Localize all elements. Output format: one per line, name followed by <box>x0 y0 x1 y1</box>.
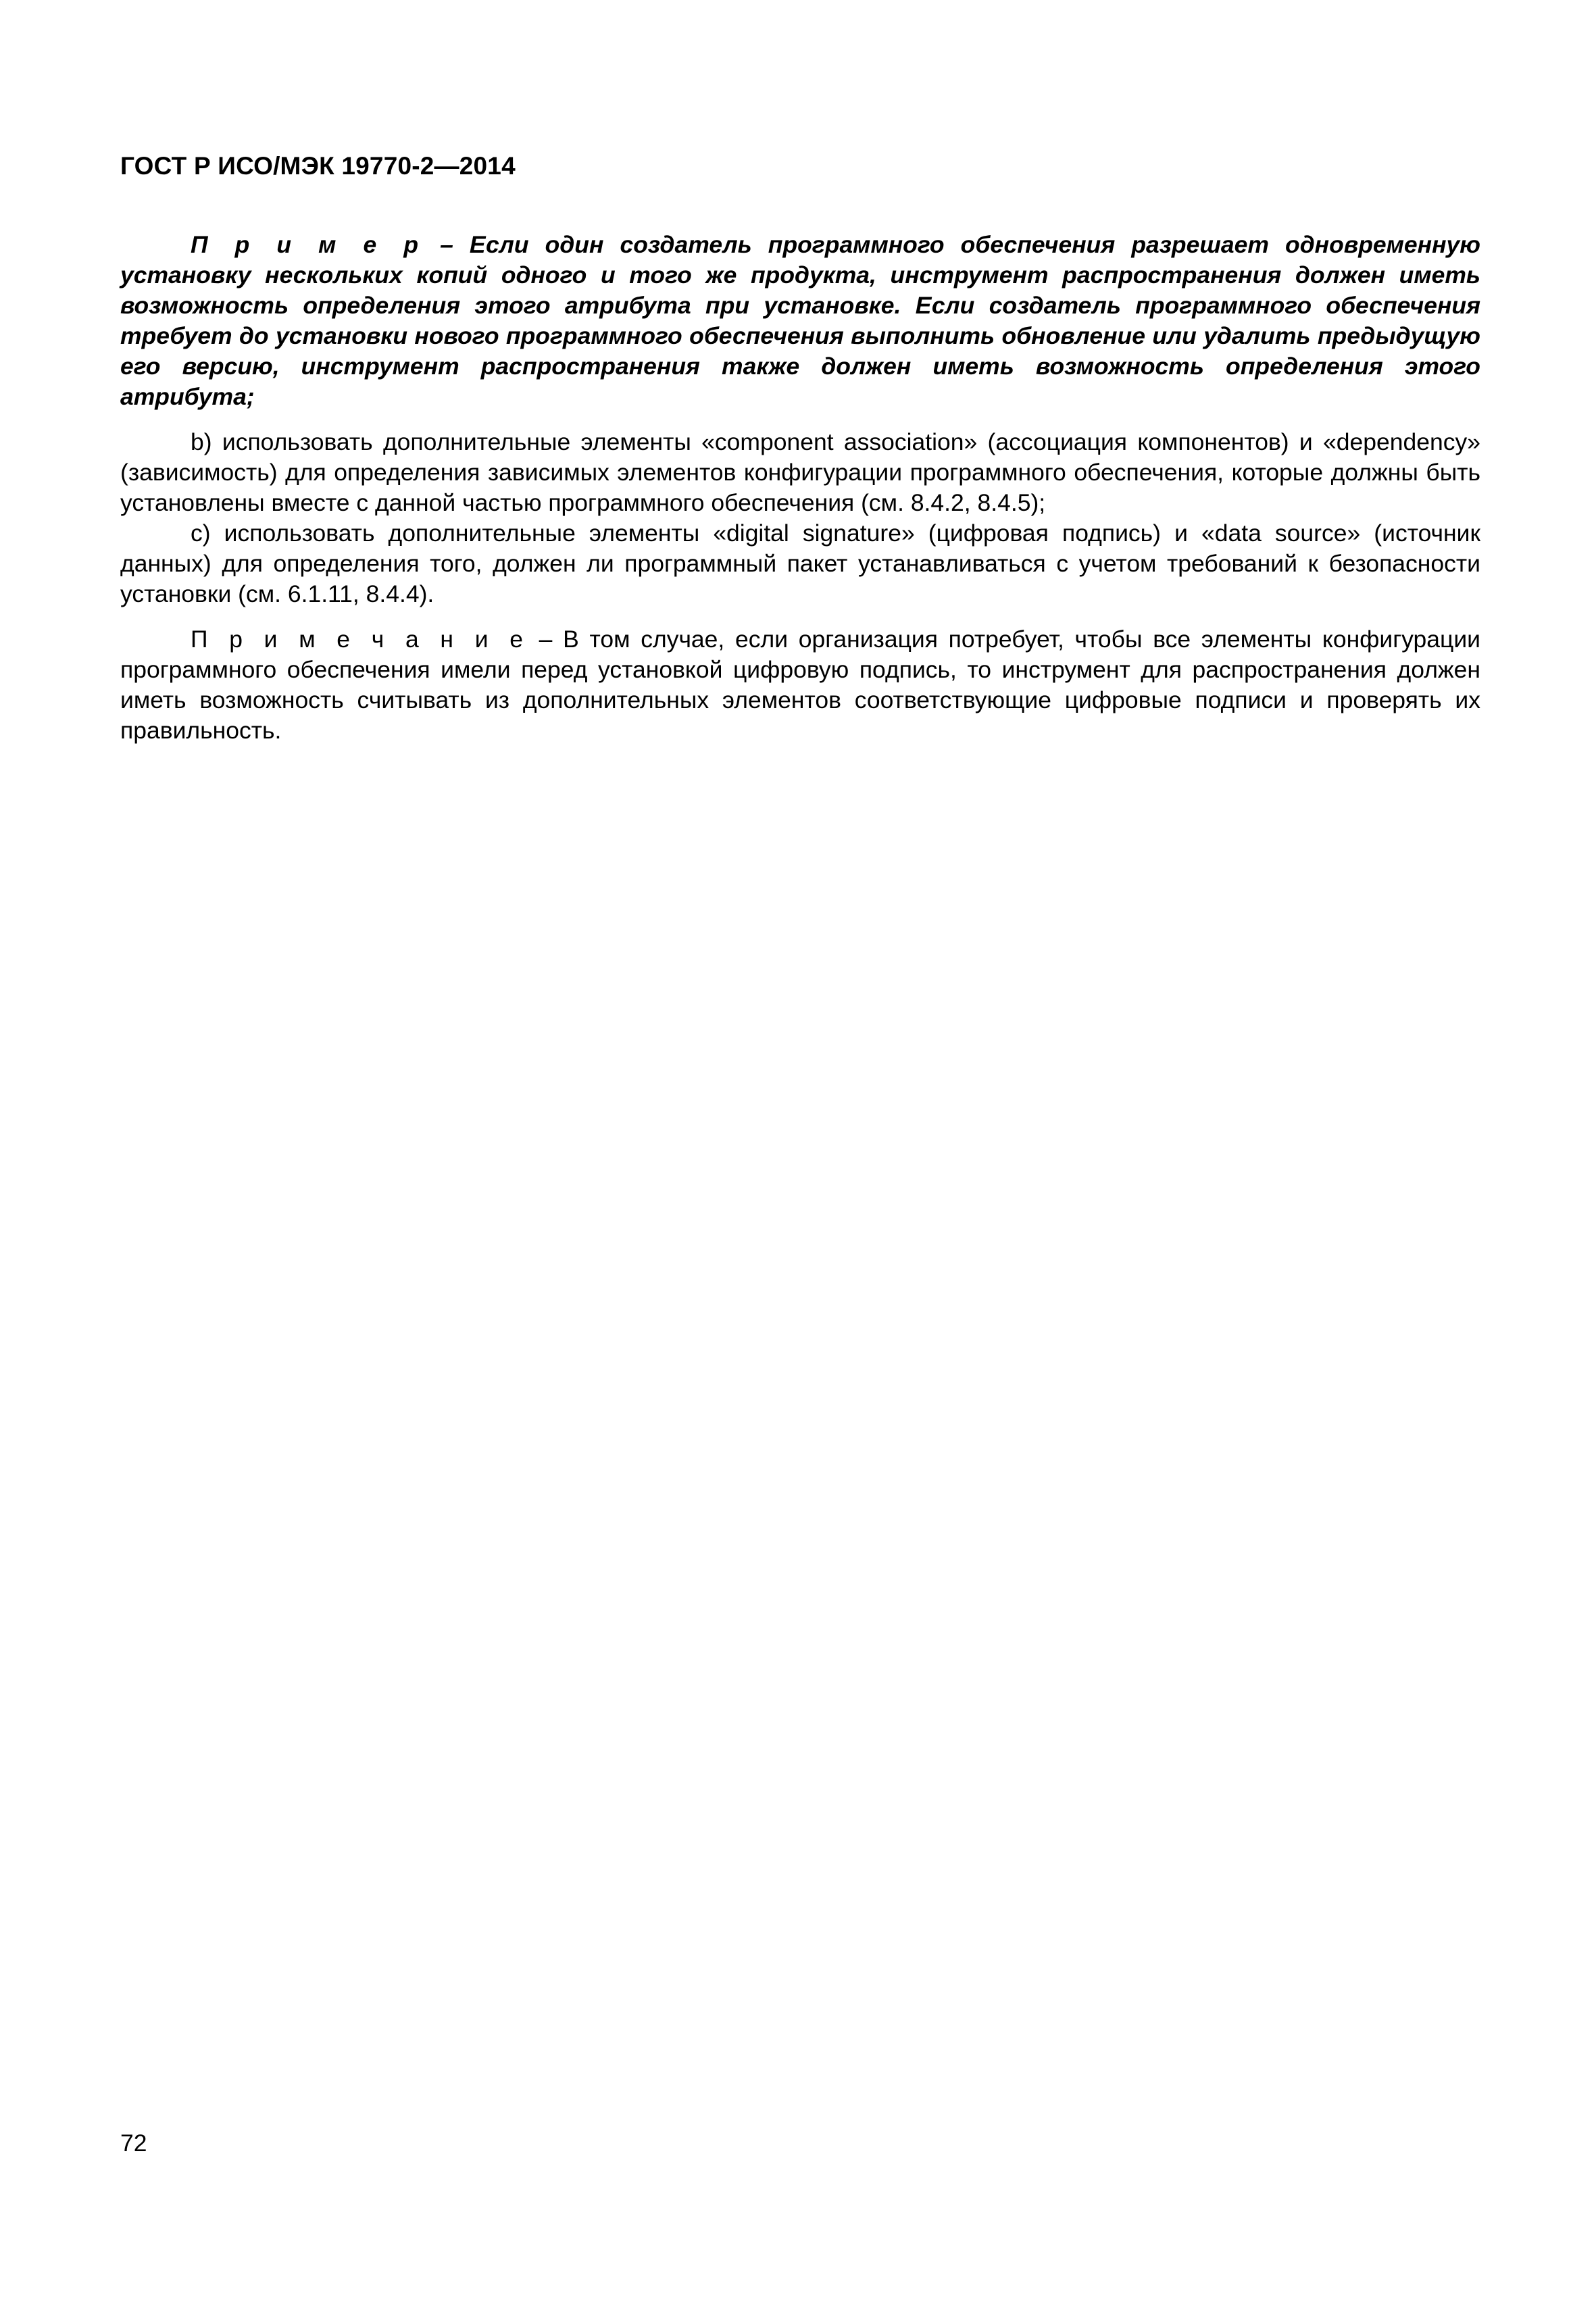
document-body <box>120 230 1480 746</box>
list-item-b: b) использовать дополнительные элементы «component association» (ассоциация компонентов) и «dependency» (зависимость) для определения зависимых элементов конфигурации программного обеспечения, которые должны быть установлены вместе с данной частью программного обеспечения (см. 8.4.2, 8.4.5); <box>120 428 1480 516</box>
example-paragraph <box>120 230 1480 412</box>
note-paragraph <box>120 624 1480 746</box>
example-label: П р и м е р <box>191 231 424 258</box>
document-header: ГОСТ Р ИСО/МЭК 19770-2—2014 <box>120 152 516 180</box>
example-text: – Если один создатель программного обеспечения разрешает одновременную установку нескольких копий одного и того же продукта, инструмент распространения должен иметь возможность определения этого атрибута при установке. Если создатель программного обеспечения требует до установки нового программного обеспечения выполнить обновление или удалить предыдущую его версию, инструмент распространения также должен иметь возможность определения этого атрибута; <box>120 231 1480 410</box>
page-number: 72 <box>120 2130 147 2157</box>
note-label: П р и м е ч а н и е <box>191 626 528 653</box>
list-item-c: c) использовать дополнительные элементы «digital signature» (цифровая подпись) и «data source» (источник данных) для определения того, должен ли программный пакет устанавливаться с учетом требований к безопасности установки (см. 6.1.11, 8.4.4). <box>120 520 1480 607</box>
note-text: – В том случае, если организация потребует, чтобы все элементы конфигурации программного обеспечения имели перед установкой цифровую подпись, то инструмент для распространения должен иметь возможность считывать из дополнительных элементов соответствующие цифровые подписи и проверять их правильность. <box>120 626 1480 744</box>
